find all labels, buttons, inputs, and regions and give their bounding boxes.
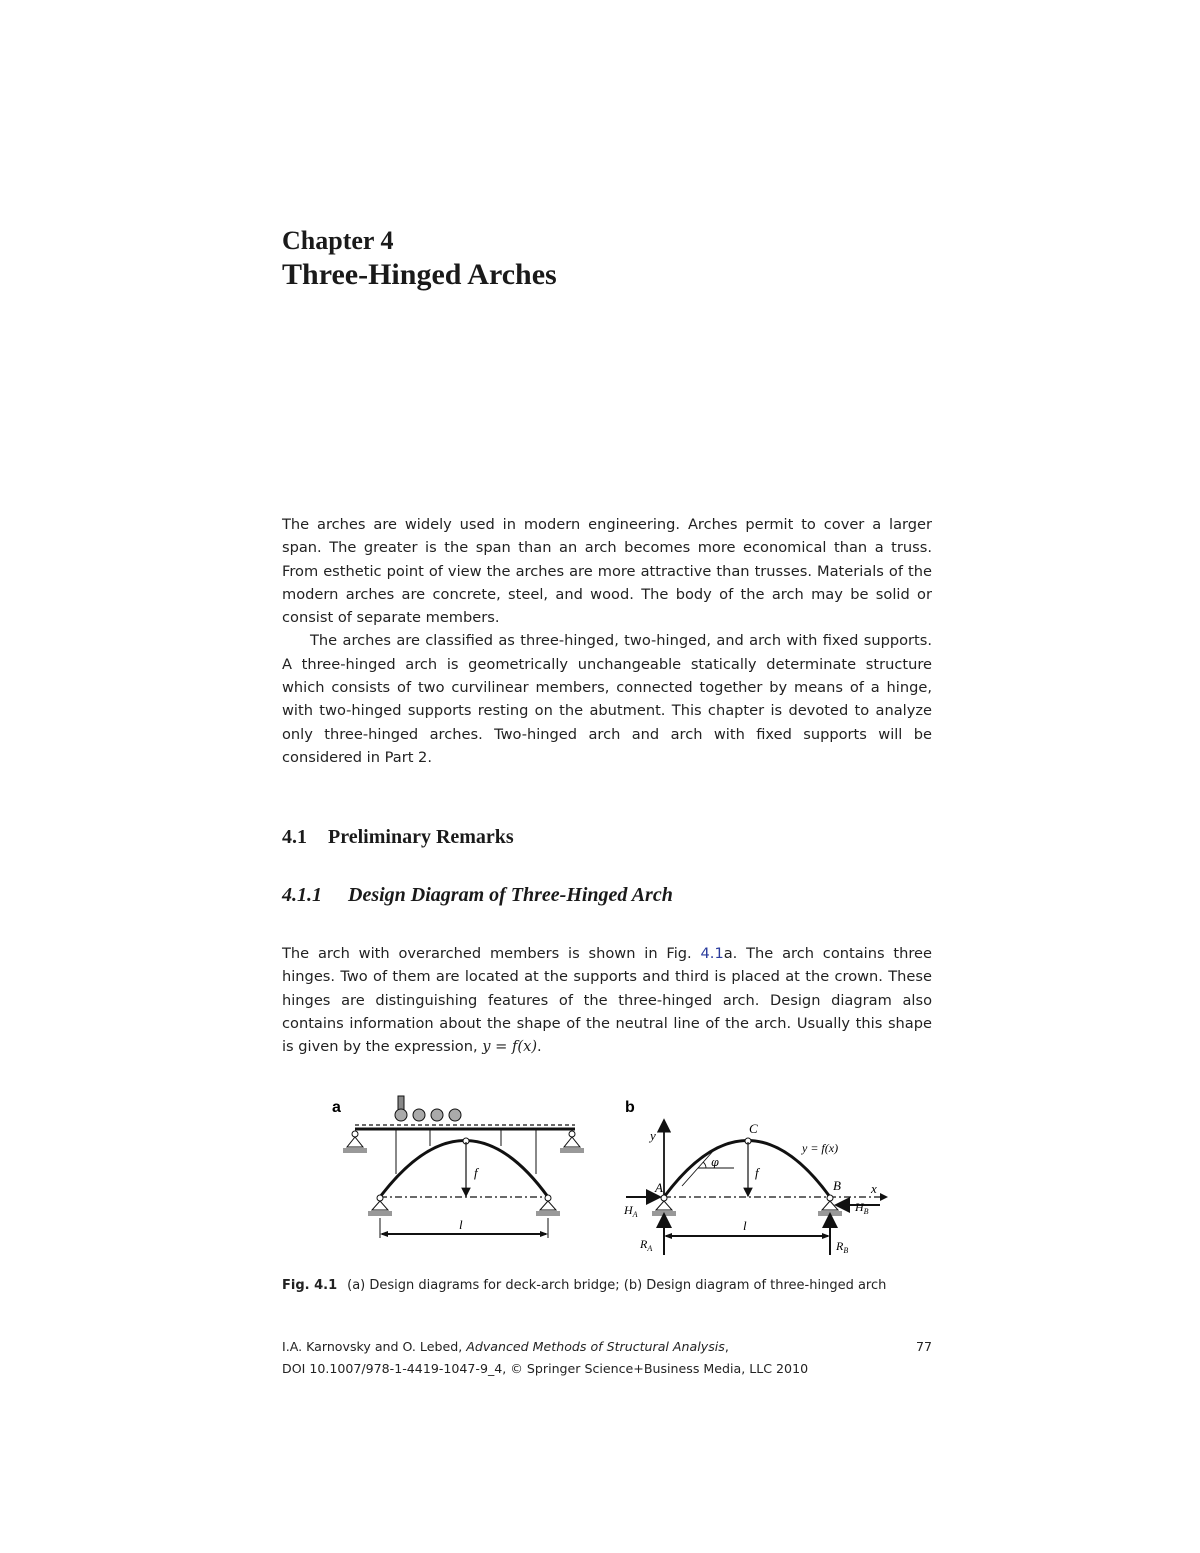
- panel-b-label: b: [625, 1099, 635, 1116]
- panel-b-diagram: [623, 1099, 888, 1255]
- subsection-heading: [282, 884, 673, 907]
- panel-a-label: a: [332, 1099, 341, 1116]
- arch-support-right-icon: [536, 1195, 560, 1216]
- reaction-ra-label: [639, 1237, 652, 1253]
- intro-text: [282, 513, 932, 769]
- figure-caption-text: (a) Design diagrams for deck-arch bridge; (b) Design diagram of three-hinged arch: [347, 1278, 887, 1293]
- intro-paragraph-1: The arches are widely used in modern engineering. Arches permit to cover a larger span. The greater is the span than an arch becomes more economical than a truss. From esthetic point of view the arches are more attractive than trusses. Materials of the modern arches are concrete, steel, and wood. The body of the arch may be solid or consist of separate members.: [282, 516, 932, 627]
- section-heading: [282, 826, 514, 849]
- chapter-title: Three-Hinged Arches: [282, 258, 557, 291]
- curve-label: y = f(x): [802, 1141, 839, 1155]
- reaction-ha-symbol: H: [624, 1203, 633, 1217]
- reaction-rb-label: [835, 1239, 848, 1255]
- page-footer: [282, 1336, 932, 1380]
- angle-label: φ: [711, 1156, 719, 1169]
- reaction-ra-subscript: A: [647, 1244, 653, 1253]
- reaction-ra-symbol: R: [640, 1237, 648, 1251]
- support-a-label: A: [655, 1180, 663, 1195]
- deck-support-left-icon: [343, 1131, 367, 1153]
- reaction-ha-label: [623, 1203, 638, 1219]
- y-axis-label: y: [650, 1128, 656, 1143]
- section-number: 4.1: [282, 826, 307, 848]
- crown-label: C: [749, 1121, 758, 1136]
- design-text-part2: a. The arch contains three hinges. Two of them are located at the supports and third is placed at the crown. These hinges are distinguishing features of the three-hinged arch. Design diagram also contains information about the shape of the neutral line of the arch. Usually this shape is given by the expression,: [282, 945, 933, 1056]
- x-axis-label: x: [871, 1181, 877, 1196]
- design-text-part3: .: [537, 1038, 542, 1056]
- subsection-title: Design Diagram of Three-Hinged Arch: [348, 884, 673, 906]
- figure-reference-link[interactable]: 4.1: [700, 945, 724, 962]
- support-b-label: B: [833, 1178, 841, 1193]
- subsection-number: 4.1.1: [282, 884, 322, 906]
- arch-support-left-icon: [368, 1195, 392, 1216]
- reaction-ha-subscript: A: [632, 1210, 638, 1219]
- panel-a-diagram: [332, 1096, 584, 1238]
- support-a-icon: [652, 1195, 676, 1216]
- footer-comma: ,: [724, 1339, 729, 1354]
- figure-4-1: [320, 1090, 900, 1260]
- figure-caption-label: Fig. 4.1: [282, 1278, 338, 1293]
- reaction-hb-label: [854, 1200, 869, 1216]
- span-label-a: l: [459, 1217, 463, 1232]
- footer-doi: DOI 10.1007/978-1-4419-1047-9_4, © Springer Science+Business Media, LLC 2010: [282, 1361, 809, 1376]
- moving-load-icon: [395, 1096, 461, 1121]
- reaction-rb-symbol: R: [836, 1239, 844, 1253]
- rise-label-b: f: [755, 1165, 759, 1180]
- reaction-rb-subscript: B: [843, 1246, 849, 1255]
- reaction-hb-symbol: H: [855, 1200, 864, 1214]
- chapter-number: Chapter 4: [282, 226, 394, 255]
- section-title: Preliminary Remarks: [328, 826, 514, 848]
- figure-caption: [282, 1278, 886, 1293]
- shape-formula: y = f(x): [482, 1038, 538, 1056]
- reaction-hb-subscript: B: [863, 1207, 869, 1216]
- design-text-part1: The arch with overarched members is shown in Fig.: [282, 945, 701, 962]
- span-label-b: l: [743, 1218, 747, 1233]
- page-number: 77: [915, 1339, 932, 1354]
- rise-label-a: f: [474, 1165, 478, 1180]
- design-paragraph: [282, 942, 932, 1058]
- footer-book-title: Advanced Methods of Structural Analysis: [466, 1339, 725, 1354]
- footer-authors: I.A. Karnovsky and O. Lebed,: [282, 1339, 467, 1354]
- deck-support-right-icon: [560, 1131, 584, 1153]
- arch-curve-a: [380, 1141, 548, 1198]
- intro-paragraph-2: The arches are classified as three-hinged, two-hinged, and arch with fixed supports. A three-hinged arch is geometrically unchangeable statically determinate structure which consists of two curvilinear members, connected together by means of a hinge, with two-hinged supports resting on the abutment. This chapter is devoted to analyze only three-hinged arches. Two-hinged arch and arch with fixed supports will be considered in Part 2.: [282, 632, 932, 766]
- footer-citation: [282, 1336, 932, 1358]
